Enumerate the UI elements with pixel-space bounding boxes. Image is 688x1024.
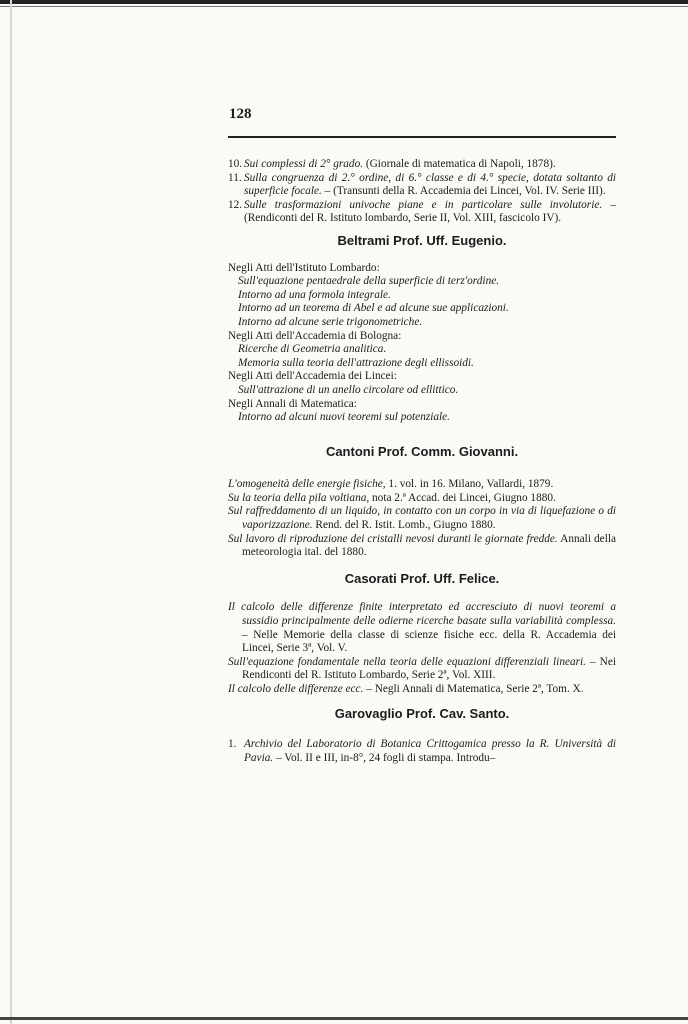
item-body (244, 172, 616, 199)
casorati-publications (228, 601, 616, 696)
section-heading: Casorati Prof. Uff. Felice. (344, 570, 500, 586)
item-number: 1. (228, 738, 237, 751)
item-text: – Vol. II e III, in-8°, 24 fogli di stampa. Introdu– (273, 751, 496, 764)
item-text: (Giornale di matematica di Napoli, 1878). (363, 158, 556, 170)
header-rule (228, 136, 616, 138)
page-number: 128 (229, 106, 252, 122)
page-content (228, 158, 616, 765)
publication-title: Il calcolo delle differenze ecc. (228, 683, 364, 695)
publication-details: nota 2.ª Accad. dei Lincei, Giugno 1880. (369, 491, 556, 504)
publication-title: Intorno ad alcune serie trigonometriche. (238, 315, 423, 328)
publication-entry (228, 683, 616, 697)
publication-title: Sul lavoro di riproduzione dei cristalli nevosi duranti le giornate fredde. (228, 532, 558, 545)
section-heading: Garovaglio Prof. Cav. Santo. (334, 705, 510, 721)
list-item (228, 172, 616, 199)
list-item (228, 158, 616, 172)
publication-title: Sull'equazione fondamentale nella teoria delle equazioni differenziali lineari. (228, 655, 586, 668)
item-body (244, 158, 616, 172)
item-body (244, 199, 616, 226)
venue-label: Negli Atti dell'Istituto Lombardo: (228, 261, 380, 274)
publication-title: Intorno ad un teorema di Abel e ad alcune sue applicazioni. (238, 302, 509, 315)
item-body (244, 738, 616, 765)
publication-title: Su la teoria della pila voltiana, (228, 491, 370, 504)
publication-title: L'omogeneità delle energie fisiche, (228, 478, 386, 491)
publication-title: Sull'equazione pentaedrale della superficie di terz'ordine. (238, 275, 500, 288)
list-item (228, 738, 616, 765)
publication-details: Annali della meteorologia ital. del 1880. (242, 532, 616, 559)
item-title: Archivio del Laboratorio di Botanica Crittogamica presso la R. Università di Pavia. (244, 738, 616, 764)
top-border-thin (0, 6, 688, 7)
continued-list (228, 158, 616, 226)
item-number: 12. (228, 198, 243, 211)
item-title: Sulla congruenza di 2.° ordine, di 6.° classe e di 4.° specie, dotata soltanto di superficie focale. (244, 171, 616, 198)
publication-details: – Nelle Memorie della classe di scienze fisiche ecc. della R. Accademia dei Lincei, Serie 3ª, Vol. V. (242, 628, 616, 655)
publication-title: Intorno ad una formola integrale. (238, 288, 391, 301)
publication-details: – Nei Rendiconti del R. Istituto Lombardo, Serie 2ª, Vol. XIII. (242, 655, 616, 682)
top-border (0, 0, 688, 4)
venue-label: Negli Atti dell'Accademia di Bologna: (228, 329, 402, 342)
publication-title: Sull'attrazione di un anello circolare od ellittico. (238, 383, 459, 396)
publication-entry (228, 492, 616, 506)
cantoni-publications (228, 478, 616, 560)
publication-title: Memoria sulla teoria dell'attrazione degli ellissoidi. (238, 356, 474, 369)
venue-label: Negli Annali di Matematica: (228, 397, 357, 410)
section-heading: Cantoni Prof. Comm. Giovanni. (325, 443, 519, 459)
item-title: Sui complessi di 2° grado. (244, 158, 364, 170)
venue-label: Negli Atti dell'Accademia dei Lincei: (228, 370, 397, 383)
item-number: 11. (228, 171, 242, 184)
section-heading: Beltrami Prof. Uff. Eugenio. (337, 232, 507, 248)
publication-entry (228, 505, 616, 532)
page-left-edge (10, 0, 12, 1024)
publication-title: Ricerche di Geometria analitica. (238, 343, 387, 356)
item-text: – (Rendiconti del R. Istituto lombardo, Serie II, Vol. XIII, fascicolo IV). (244, 198, 616, 225)
garovaglio-publications (228, 738, 616, 765)
publication-title: Sul raffreddamento di un liquido, in contatto con un corpo in via di liquefazione o di vaporizzazione. (228, 505, 616, 532)
item-number: 10. (228, 158, 243, 170)
item-text: – (Transunti della R. Accademia dei Lincei, Vol. IV. Serie III). (321, 185, 606, 198)
publication-entry (228, 601, 616, 655)
publication-details: Rend. del R. Istit. Lomb., Giugno 1880. (312, 519, 496, 532)
publication-title: Intorno ad alcuni nuovi teoremi sul potenziale. (238, 411, 450, 424)
item-title: Sulle trasformazioni univoche piane e in particolare sulle involutorie. (244, 198, 603, 211)
bottom-border (0, 1017, 688, 1020)
publication-details: 1. vol. in 16. Milano, Vallardi, 1879. (385, 478, 554, 491)
publication-title: Il calcolo delle differenze finite interpretato ed accresciuto di nuovi teoremi a sussidio principalmente delle odierne ricerche basate sulla variabilità complessa. (228, 601, 616, 628)
publication-entry (228, 656, 616, 683)
list-item (228, 199, 616, 226)
publication-entry (228, 478, 616, 492)
beltrami-publications (228, 262, 616, 425)
publication-entry (228, 533, 616, 560)
publication-details: – Negli Annali di Matematica, Serie 2ª, Tom. X. (363, 683, 584, 695)
